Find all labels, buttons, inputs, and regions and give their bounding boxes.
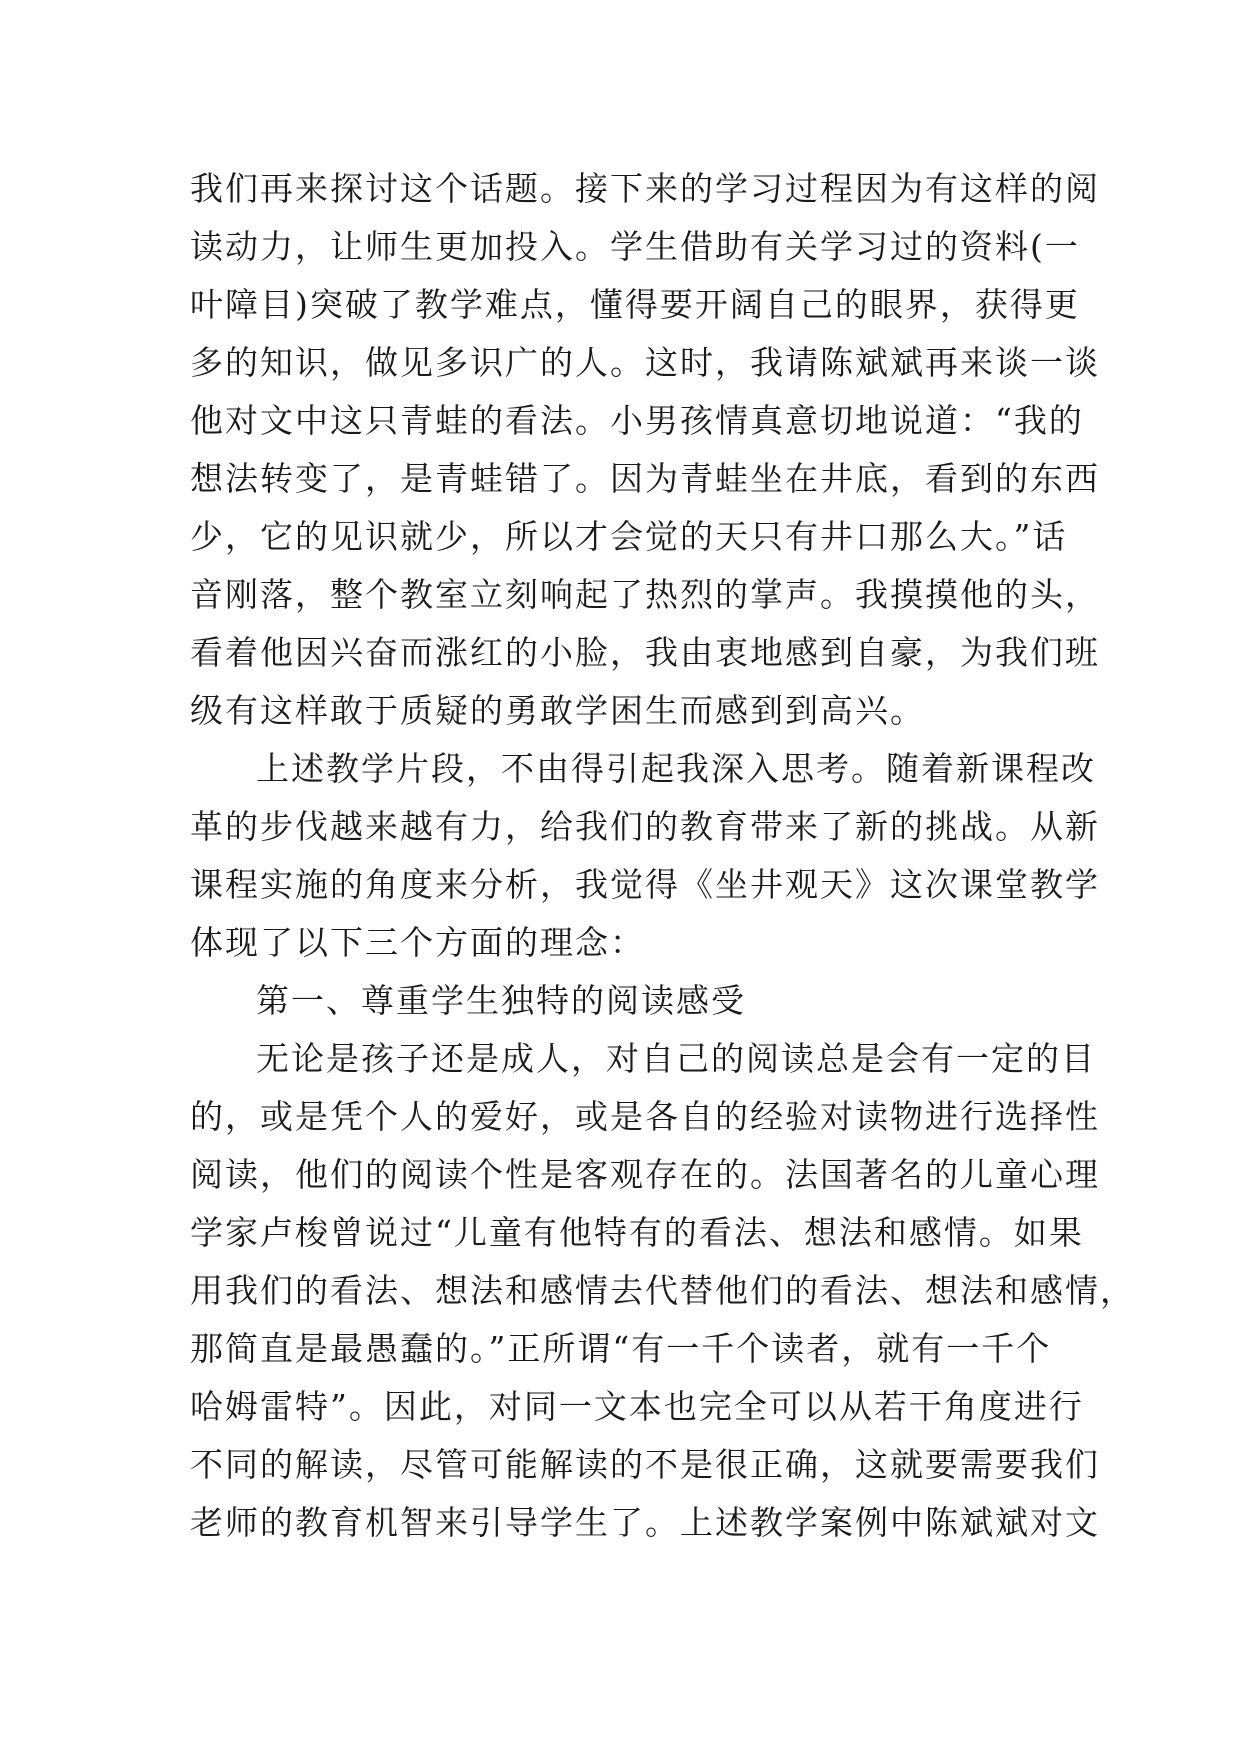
document-page [190, 160, 1135, 1552]
paragraph-first-line: 上述教学片段，不由得引起我深入思考。随着新课程改 [256, 749, 1096, 788]
text-line: 我们再来探讨这个话题。接下来的学习过程因为有这样的阅 [190, 169, 1100, 208]
text-line: 音刚落，整个教室立刻响起了热烈的掌声。我摸摸他的头， [190, 575, 1100, 614]
text-line: 革的步伐越来越有力，给我们的教育带来了新的挑战。从新 [190, 807, 1100, 846]
text-line: 读动力，让师生更加投入。学生借助有关学习过的资料(一 [190, 227, 1080, 266]
text-line: 级有这样敢于质疑的勇敢学困生而感到到高兴。 [190, 691, 925, 730]
text-line: 阅读，他们的阅读个性是客观存在的。法国著名的儿童心理 [190, 1155, 1100, 1194]
text-line: 那简直是最愚蠢的。”正所谓“有一千个读者，就有一千个 [190, 1329, 1052, 1368]
text-line: 体现了以下三个方面的理念： [190, 923, 645, 962]
text-line: 哈姆雷特”。因此，对同一文本也完全可以从若干角度进行 [190, 1387, 1084, 1426]
text-line: 想法转变了，是青蛙错了。因为青蛙坐在井底，看到的东西 [190, 459, 1100, 498]
text-line: 课程实施的角度来分析，我觉得《坐井观天》这次课堂教学 [190, 865, 1100, 904]
text-line: 少，它的见识就少，所以才会觉的天只有井口那么大。”话 [190, 517, 1068, 556]
text-line: 学家卢梭曾说过“儿童有他特有的看法、想法和感情。如果 [190, 1213, 1084, 1252]
paragraph-first-line: 无论是孩子还是成人，对自己的阅读总是会有一定的目 [256, 1039, 1096, 1078]
text-line: 看着他因兴奋而涨红的小脸，我由衷地感到自豪，为我们班 [190, 633, 1100, 672]
text-line: 他对文中这只青蛙的看法。小男孩情真意切地说道：“我的 [190, 401, 1084, 440]
text-line: 的，或是凭个人的爱好，或是各自的经验对读物进行选择性 [190, 1097, 1100, 1136]
text-line: 多的知识，做见多识广的人。这时，我请陈斌斌再来谈一谈 [190, 343, 1100, 382]
text-line: 叶障目)突破了教学难点，懂得要开阔自己的眼界，获得更 [190, 285, 1080, 324]
text-line: 老师的教育机智来引导学生了。上述教学案例中陈斌斌对文 [190, 1503, 1100, 1542]
text-line: 用我们的看法、想法和感情去代替他们的看法、想法和感情， [190, 1271, 1135, 1310]
section-heading: 第一、尊重学生独特的阅读感受 [256, 981, 746, 1020]
text-line: 不同的解读，尽管可能解读的不是很正确，这就要需要我们 [190, 1445, 1100, 1484]
